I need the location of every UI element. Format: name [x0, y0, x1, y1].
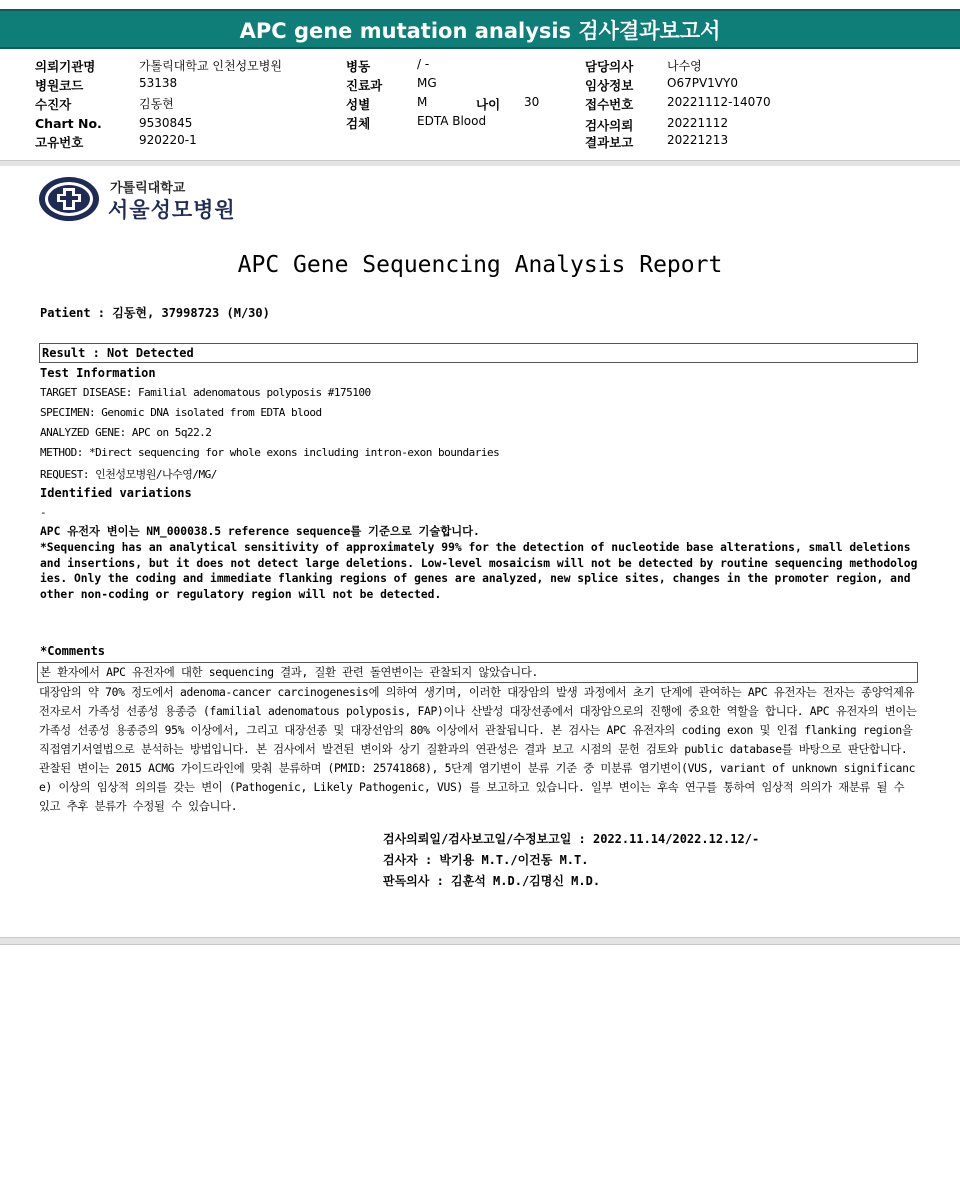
- report-title: APC Gene Sequencing Analysis Report: [237, 252, 723, 278]
- value-department: MG: [417, 76, 437, 90]
- label-receipt-number: 접수번호: [585, 97, 634, 112]
- value-ward: / -: [417, 57, 430, 71]
- value-result-report-date: 20221213: [667, 133, 729, 147]
- result-box: Result : Not Detected: [39, 343, 918, 363]
- test-info-analyzed-gene: ANALYZED GENE: APC on 5q22.2: [40, 426, 212, 439]
- value-chart-no: 9530845: [139, 116, 193, 130]
- label-requesting-institution: 의뢰기관명: [35, 59, 96, 74]
- test-info-target-disease: TARGET DISEASE: Familial adenomatous polyposis #175100: [40, 386, 371, 399]
- patient-info-grid: [0, 55, 960, 155]
- label-hospital-code: 병원코드: [35, 78, 84, 93]
- signature-technicians: 검사자 : 박기용 M.T./이건동 M.T.: [383, 853, 589, 867]
- comment-paragraph: 대장암의 약 70% 정도에서 adenoma-cancer carcinogenesis에 의하여 생기며, 이러한 대장암의 발생 과정에서 초기 단계에 관여하는 APC 유전자는 전자는 종양억제유전자로서 가족성 선종성 용종증 (familial adenomatous polyposis, FAP)이나 산발성 대장선종에서 대장암으로의 진행에 중요한 역할을 합니다. APC 유전자의 변이는 가족성 선종성 용종증의 95% 이상에서, 그리고 대장선종 및 대장선암의 80% 이상에서 관찰됩니다. 본 검사는 APC 유전자의 coding exon 및 인접 flanking region을 직접염기서열법으로 분석하는 방법입니다. 본 검사에서 발견된 변이와 상기 질환과의 연관성은 결과 보고 시점의 문헌 검토와 public database를 바탕으로 판단합니다. 관찰된 변이는 2015 ACMG 가이드라인에 맞춰 분류하며 (PMID: 25741868), 5단계 염기변이 분류 기준 중 미분류 염기변이(VUS, variant of unknown significance) 이상의 임상적 의의를 갖는 변이 (Pathogenic, Likely Pathogenic, VUS) 를 보고하고 있습니다. 일부 변이는 후속 연구를 통하여 임상적 의의가 재분류 될 수 있고 추후 분류가 수정될 수 있습니다.: [39, 686, 917, 813]
- value-hospital-code: 53138: [139, 76, 178, 90]
- label-attending-doctor: 담당의사: [585, 59, 634, 74]
- test-info-specimen: SPECIMEN: Genomic DNA isolated from EDTA blood: [40, 406, 322, 419]
- value-receipt-number: 20221112-14070: [667, 95, 771, 109]
- identified-variations-value: -: [40, 506, 47, 519]
- label-unique-number: 고유번호: [35, 135, 84, 150]
- report-header-title: APC gene mutation analysis 검사결과보고서: [0, 9, 960, 49]
- label-ward: 병동: [346, 59, 371, 74]
- value-requesting-institution: 가톨릭대학교 인천성모병원: [139, 59, 282, 73]
- comment-summary-box: 본 환자에서 APC 유전자에 대한 sequencing 결과, 질환 관련 돌연변이는 관찰되지 않았습니다.: [37, 662, 918, 683]
- value-clinical-info: O67PV1VY0: [667, 76, 738, 90]
- test-info-method: METHOD: *Direct sequencing for whole exons including intron-exon boundaries: [40, 446, 500, 459]
- label-patient-name: 수진자: [35, 97, 72, 112]
- label-clinical-info: 임상정보: [585, 78, 634, 93]
- signature-dates: 검사의뢰일/검사보고일/수정보고일 : 2022.11.14/2022.12.12/-: [383, 832, 760, 846]
- value-test-request-date: 20221112: [667, 116, 729, 130]
- identified-variations-heading: Identified variations: [40, 486, 192, 500]
- label-department: 진료과: [346, 78, 383, 93]
- patient-line: Patient : 김동현, 37998723 (M/30): [40, 306, 270, 320]
- logo-university-text: 가톨릭대학교: [110, 181, 186, 196]
- value-unique-number: 920220-1: [139, 133, 197, 147]
- value-age: 30: [524, 95, 540, 109]
- reference-notes: [40, 524, 920, 603]
- bottom-divider: [0, 937, 960, 945]
- value-specimen: EDTA Blood: [417, 114, 487, 128]
- hospital-emblem-logo: [38, 176, 100, 222]
- label-result-report-date: 결과보고: [585, 135, 634, 150]
- logo-hospital-name: 서울성모병원: [108, 198, 236, 222]
- value-patient-name: 김동현: [139, 97, 174, 111]
- reference-sequence-note: APC 유전자 변이는 NM_000038.5 reference sequence를 기준으로 기술합니다.: [40, 525, 480, 538]
- label-test-request-date: 검사의뢰: [585, 118, 634, 133]
- test-info-request: REQUEST: 인천성모병원/나수영/MG/: [40, 468, 217, 481]
- sensitivity-note: *Sequencing has an analytical sensitivity of approximately 99% for the detection of nucleotide base alterations, small deletions and insertions, but it does not detect large deletions. Low-level mosaicism will not be detected by routine sequencing methodologies. Only the coding and immediate flanking regions of genes are analyzed, new splice sites, changes in the promoter region, and other non-coding or regulatory region will not be detected.: [40, 540, 918, 602]
- signature-physicians: 판독의사 : 김훈석 M.D./김명신 M.D.: [383, 874, 601, 888]
- label-age: 나이: [476, 97, 501, 112]
- top-divider: [0, 160, 960, 166]
- label-specimen: 검체: [346, 116, 371, 131]
- label-sex: 성별: [346, 97, 371, 112]
- label-chart-no: Chart No.: [35, 116, 102, 131]
- value-attending-doctor: 나수영: [667, 59, 702, 73]
- test-information-heading: Test Information: [40, 366, 156, 380]
- value-sex: M: [417, 95, 428, 109]
- comments-heading: *Comments: [40, 644, 106, 658]
